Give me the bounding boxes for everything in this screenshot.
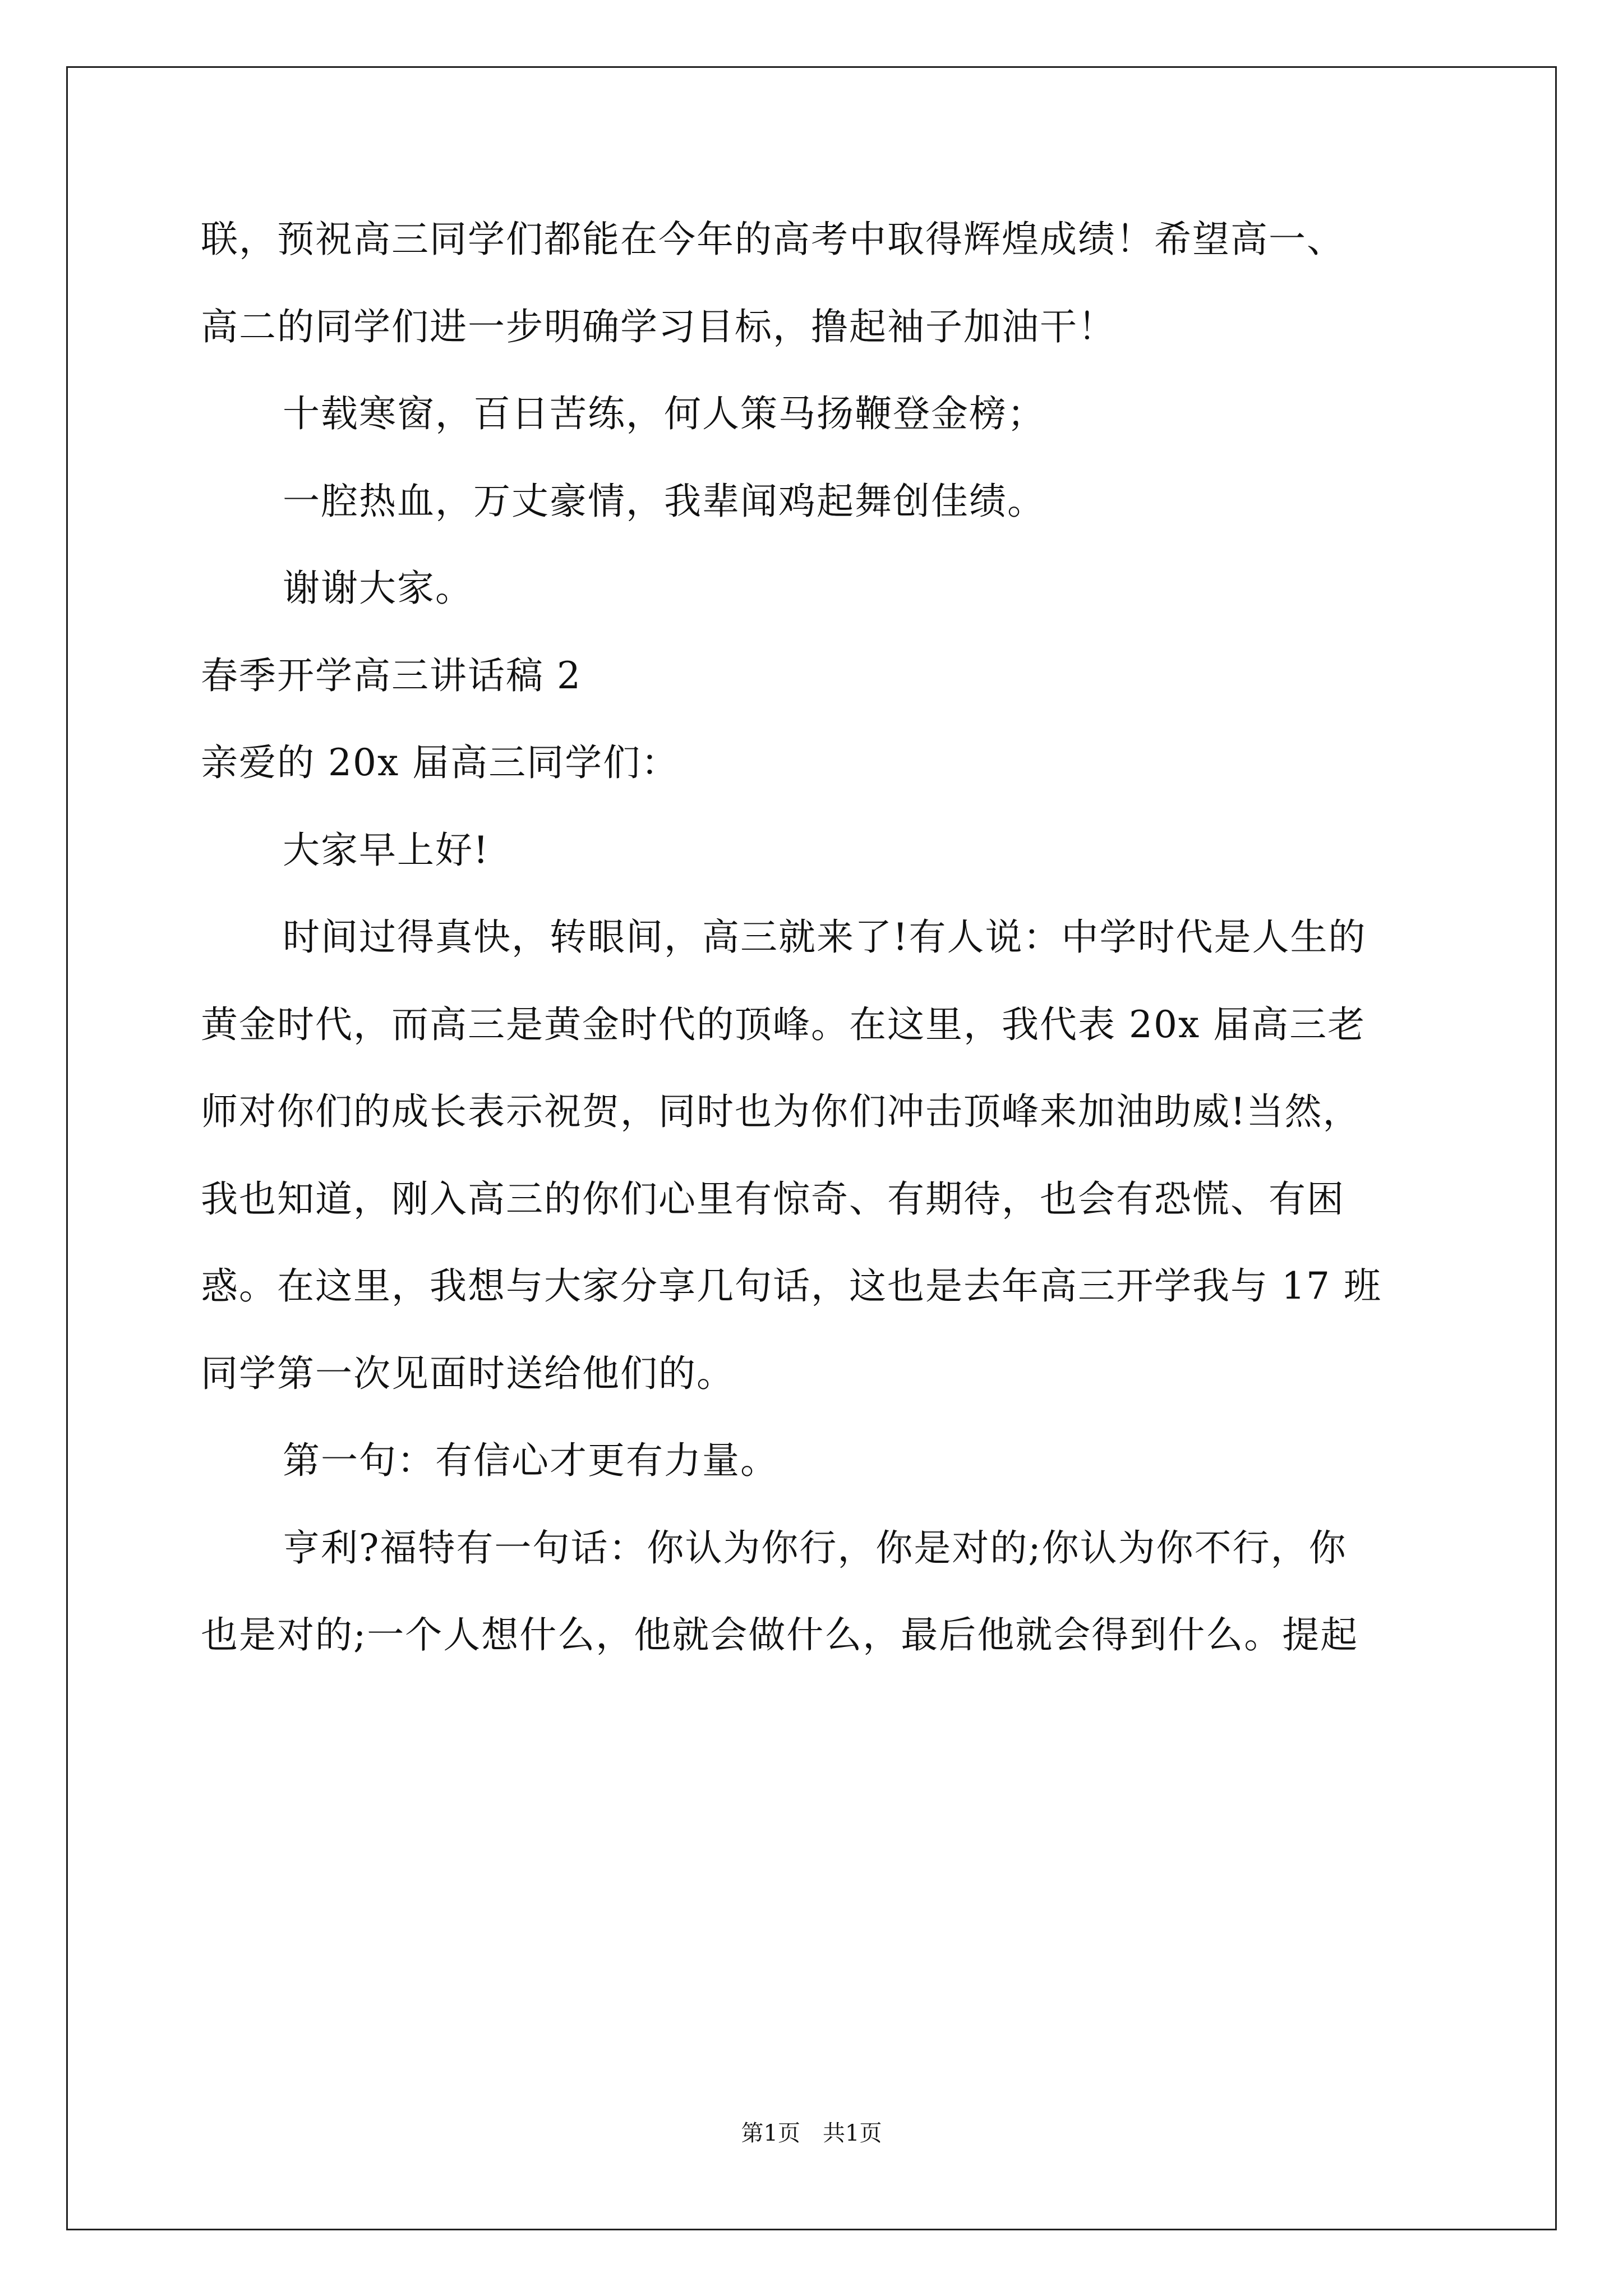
- text-line: 十载寒窗，百日苦练，何人策马扬鞭登金榜；: [283, 392, 1045, 435]
- text-line: 我也知道，刚入高三的你们心里有惊奇、有期待，也会有恐慌、有困: [201, 1177, 1345, 1221]
- section-heading: 春季开学高三讲话稿 2: [201, 654, 582, 697]
- text-line: 同学第一次见面时送给他们的。: [201, 1352, 735, 1395]
- text-line: 高二的同学们进一步明确学习目标，撸起袖子加油干！: [201, 305, 1116, 348]
- text-line: 第一句：有信心才更有力量。: [283, 1439, 778, 1482]
- text-line: 时间过得真快，转眼间，高三就来了!有人说：中学时代是人生的: [283, 915, 1367, 959]
- text-line: 亨利?福特有一句话：你认为你行，你是对的;你认为你不行，你: [283, 1526, 1347, 1570]
- text-line: 谢谢大家。: [283, 567, 473, 610]
- text-line: 黄金时代，而高三是黄金时代的顶峰。在这里，我代表 20x 届高三老: [201, 1003, 1366, 1046]
- text-line: 师对你们的成长表示祝贺，同时也为你们冲击顶峰来加油助威!当然，: [201, 1090, 1361, 1133]
- greeting: 大家早上好!: [283, 829, 490, 872]
- text-line: 惑。在这里，我想与大家分享几句话，这也是去年高三开学我与 17 班: [201, 1264, 1382, 1308]
- text-line: 一腔热血，万丈豪情，我辈闻鸡起舞创佳绩。: [283, 480, 1045, 523]
- text-line: 也是对的;一个人想什么，他就会做什么，最后他就会得到什么。提起: [201, 1613, 1359, 1657]
- text-line: 联，预祝高三同学们都能在今年的高考中取得辉煌成绩！希望高一、: [201, 218, 1345, 261]
- salutation: 亲爱的 20x 届高三同学们：: [201, 741, 680, 784]
- page-footer: 第1页 共1页: [741, 2120, 882, 2146]
